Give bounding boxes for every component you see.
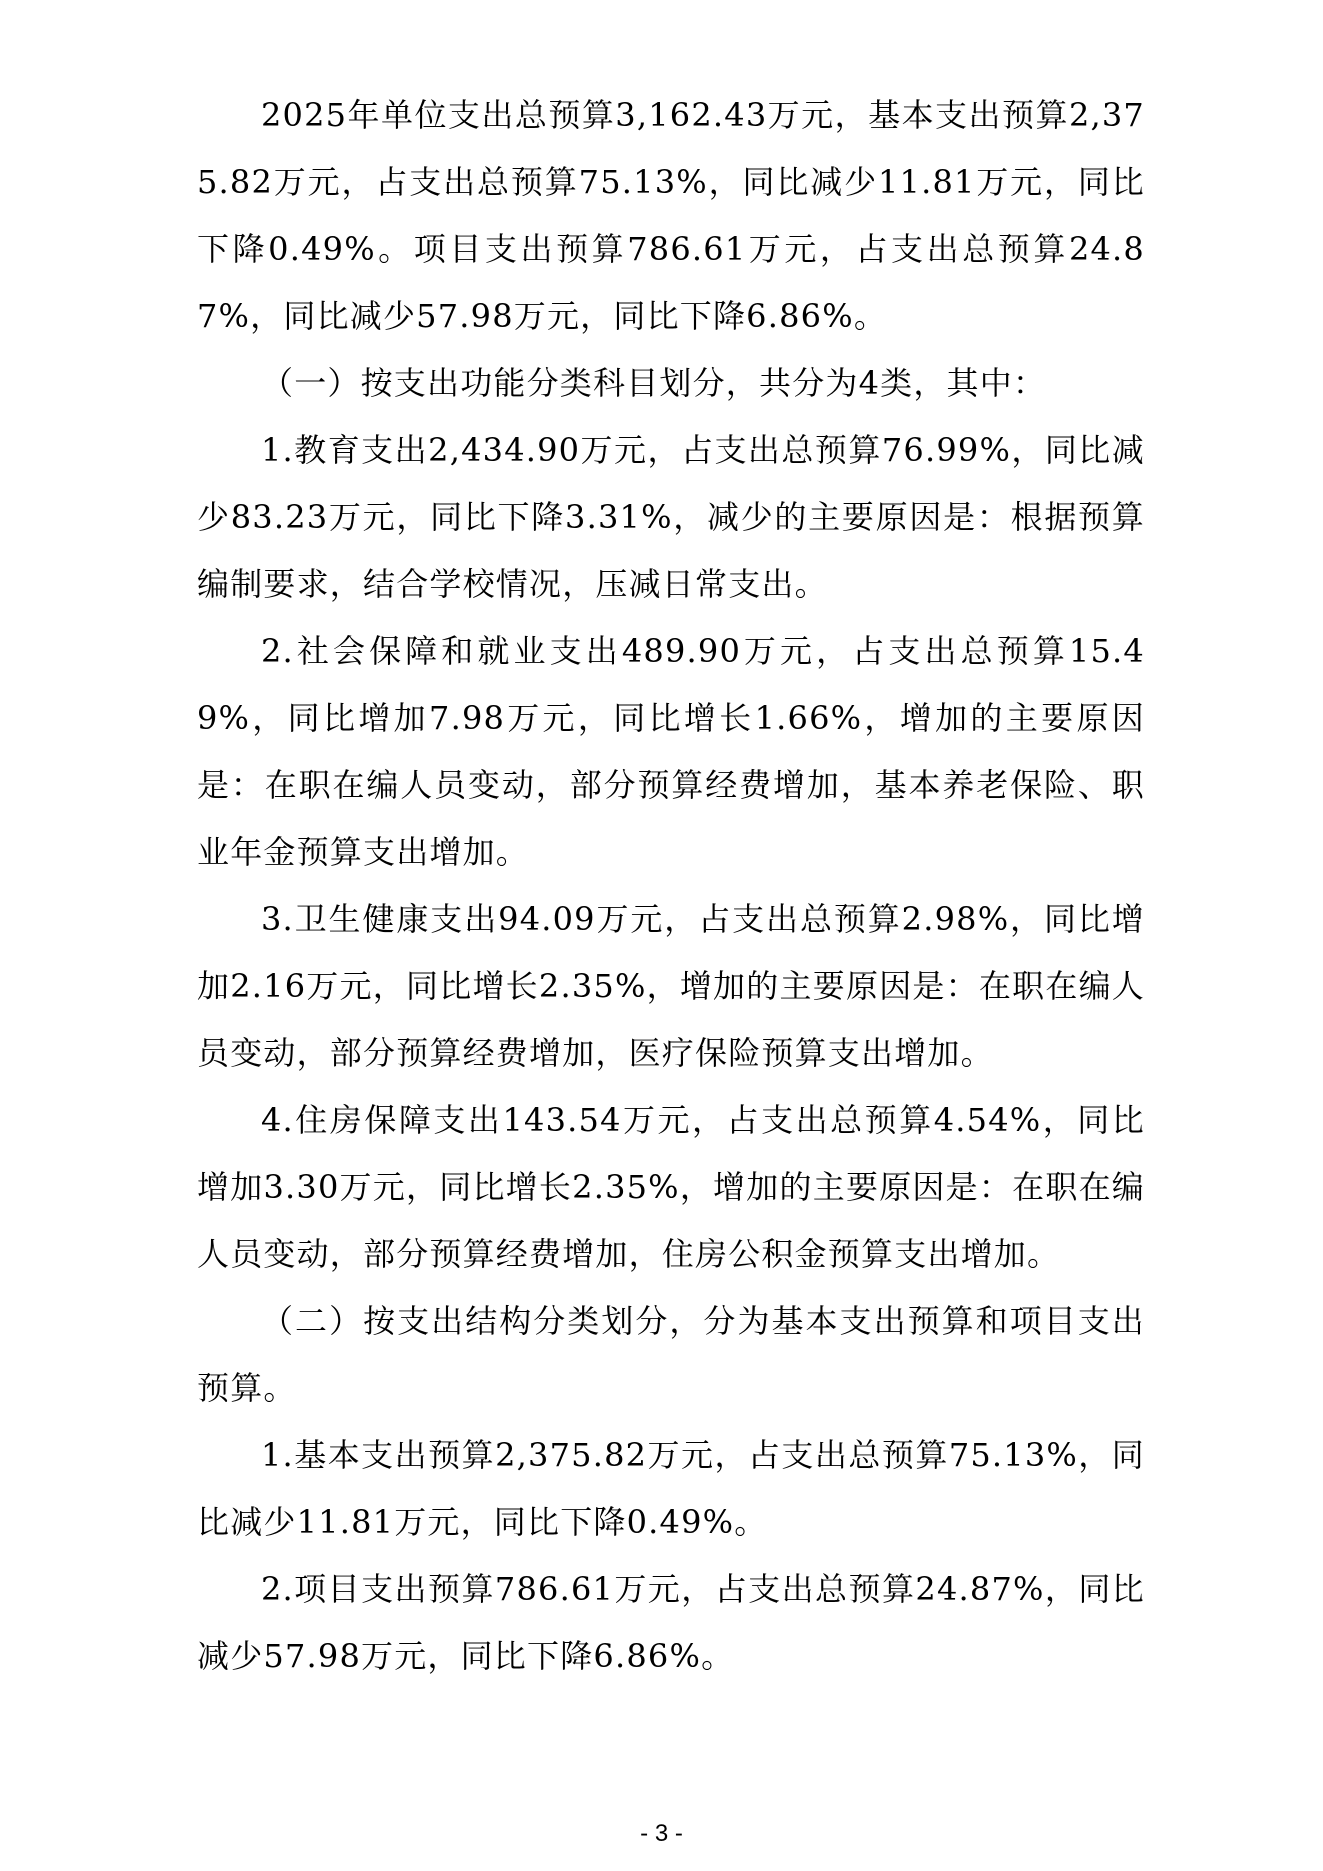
paragraph-social-security-expenditure: 2.社会保障和就业支出489.90万元，占支出总预算15.49%，同比增加7.98万元，同比增长1.66%，增加的主要原因是：在职在编人员变动，部分预算经费增加，基本养老保险、职业年金预算支出增加。 bbox=[197, 632, 1145, 871]
paragraph-section-two-heading: （二）按支出结构分类划分，分为基本支出预算和项目支出预算。 bbox=[197, 1302, 1145, 1407]
paragraph-project-expenditure: 2.项目支出预算786.61万元，占支出总预算24.87%，同比减少57.98万元，同比下降6.86%。 bbox=[197, 1570, 1145, 1675]
paragraph-basic-expenditure: 1.基本支出预算2,375.82万元，占支出总预算75.13%，同比减少11.81万元，同比下降0.49%。 bbox=[197, 1436, 1145, 1541]
page-number: - 3 - bbox=[640, 1820, 683, 1847]
paragraph-housing-expenditure: 4.住房保障支出143.54万元，占支出总预算4.54%，同比增加3.30万元，同比增长2.35%，增加的主要原因是：在职在编人员变动，部分预算经费增加，住房公积金预算支出增加。 bbox=[197, 1101, 1145, 1273]
paragraph-education-expenditure: 1.教育支出2,434.90万元，占支出总预算76.99%，同比减少83.23万元，同比下降3.31%，减少的主要原因是：根据预算编制要求，结合学校情况，压减日常支出。 bbox=[197, 431, 1145, 603]
document-body bbox=[197, 82, 1145, 1690]
paragraph-section-one-heading: （一）按支出功能分类科目划分，共分为4类，其中： bbox=[261, 364, 1047, 402]
paragraph-budget-summary: 2025年单位支出总预算3,162.43万元，基本支出预算2,375.82万元，占支出总预算75.13%，同比减少11.81万元，同比下降0.49%。项目支出预算786.61万元，占支出总预算24.87%，同比减少57.98万元，同比下降6.86%。 bbox=[197, 96, 1145, 335]
paragraph-health-expenditure: 3.卫生健康支出94.09万元，占支出总预算2.98%，同比增加2.16万元，同比增长2.35%，增加的主要原因是：在职在编人员变动，部分预算经费增加，医疗保险预算支出增加。 bbox=[197, 900, 1145, 1072]
